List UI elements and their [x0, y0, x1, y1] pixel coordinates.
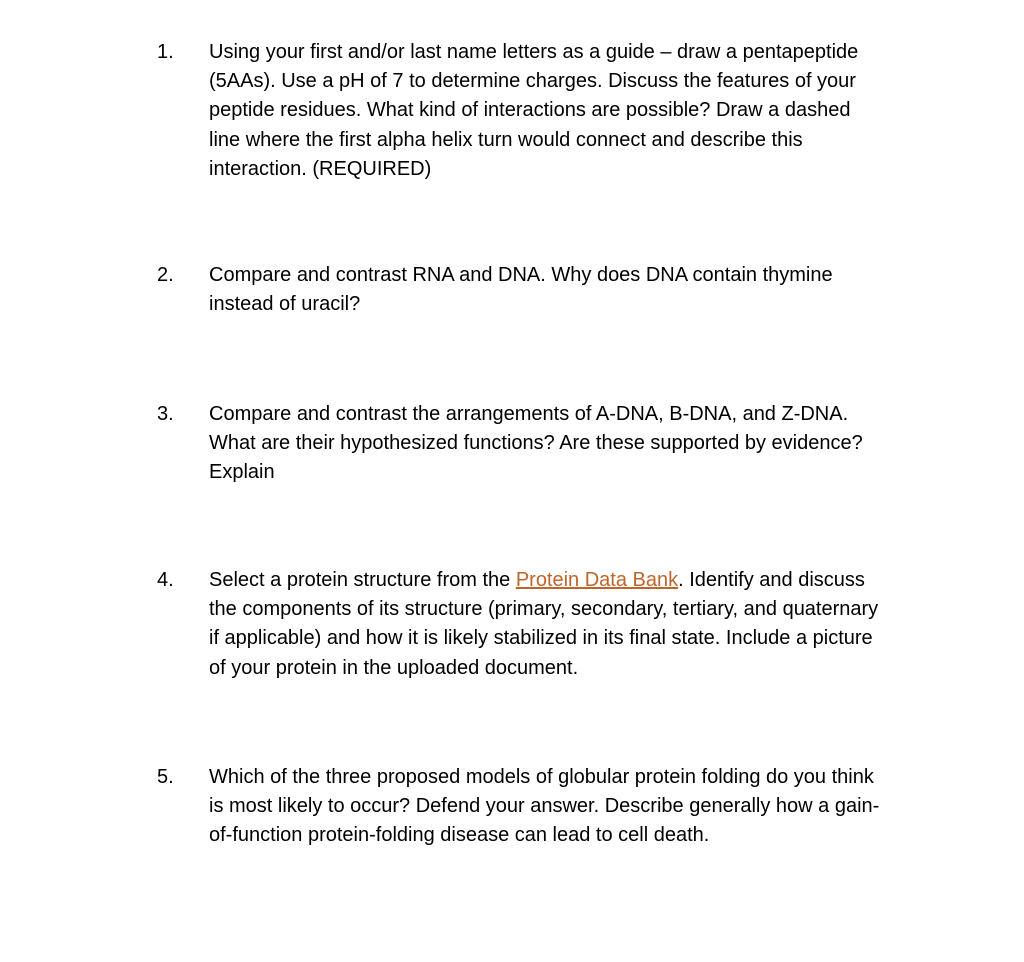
question-number: 1. — [157, 41, 174, 63]
question-line: is most likely to occur? Defend your answer. Describe generally how a gain- — [209, 795, 880, 818]
question-text — [209, 400, 979, 488]
question-line: Explain — [209, 461, 275, 484]
question-number: 2. — [157, 264, 174, 286]
question-line-before-link: Select a protein structure from the — [209, 569, 516, 591]
question-line: of-function protein-folding disease can lead to cell death. — [209, 824, 710, 847]
question-text — [209, 763, 979, 851]
question-text — [209, 261, 979, 319]
question-line: (5AAs). Use a pH of 7 to determine charges. Discuss the features of your — [209, 70, 856, 93]
protein-data-bank-link[interactable]: Protein Data Bank — [515, 569, 679, 591]
question-line: interaction. (REQUIRED) — [209, 157, 432, 180]
question-line: Compare and contrast RNA and DNA. Why does DNA contain thymine — [209, 264, 833, 286]
question-line: Compare and contrast the arrangements of A-DNA, B-DNA, and Z-DNA. — [209, 403, 849, 425]
question-line: if applicable) and how it is likely stabilized in its final state. Include a picture — [209, 627, 873, 650]
question-line: Using your first and/or last name letters as a guide – draw a pentapeptide — [209, 41, 859, 63]
question-number: 5. — [157, 766, 174, 788]
question-line: line where the first alpha helix turn would connect and describe this — [209, 128, 803, 151]
question-line: peptide residues. What kind of interactions are possible? Draw a dashed — [209, 99, 851, 122]
question-line: What are their hypothesized functions? Are these supported by evidence? — [209, 432, 863, 455]
question-line: Which of the three proposed models of globular protein folding do you think — [209, 766, 874, 788]
question-line: of your protein in the uploaded document. — [209, 656, 579, 679]
question-number: 3. — [157, 403, 174, 425]
question-line — [209, 566, 979, 595]
question-line: the components of its structure (primary, secondary, tertiary, and quaternary — [209, 598, 879, 621]
question-line-after-link: . Identify and discuss — [678, 569, 865, 591]
question-text — [209, 566, 979, 683]
question-text — [209, 38, 979, 184]
question-number: 4. — [157, 569, 174, 591]
question-line: instead of uracil? — [209, 293, 361, 316]
